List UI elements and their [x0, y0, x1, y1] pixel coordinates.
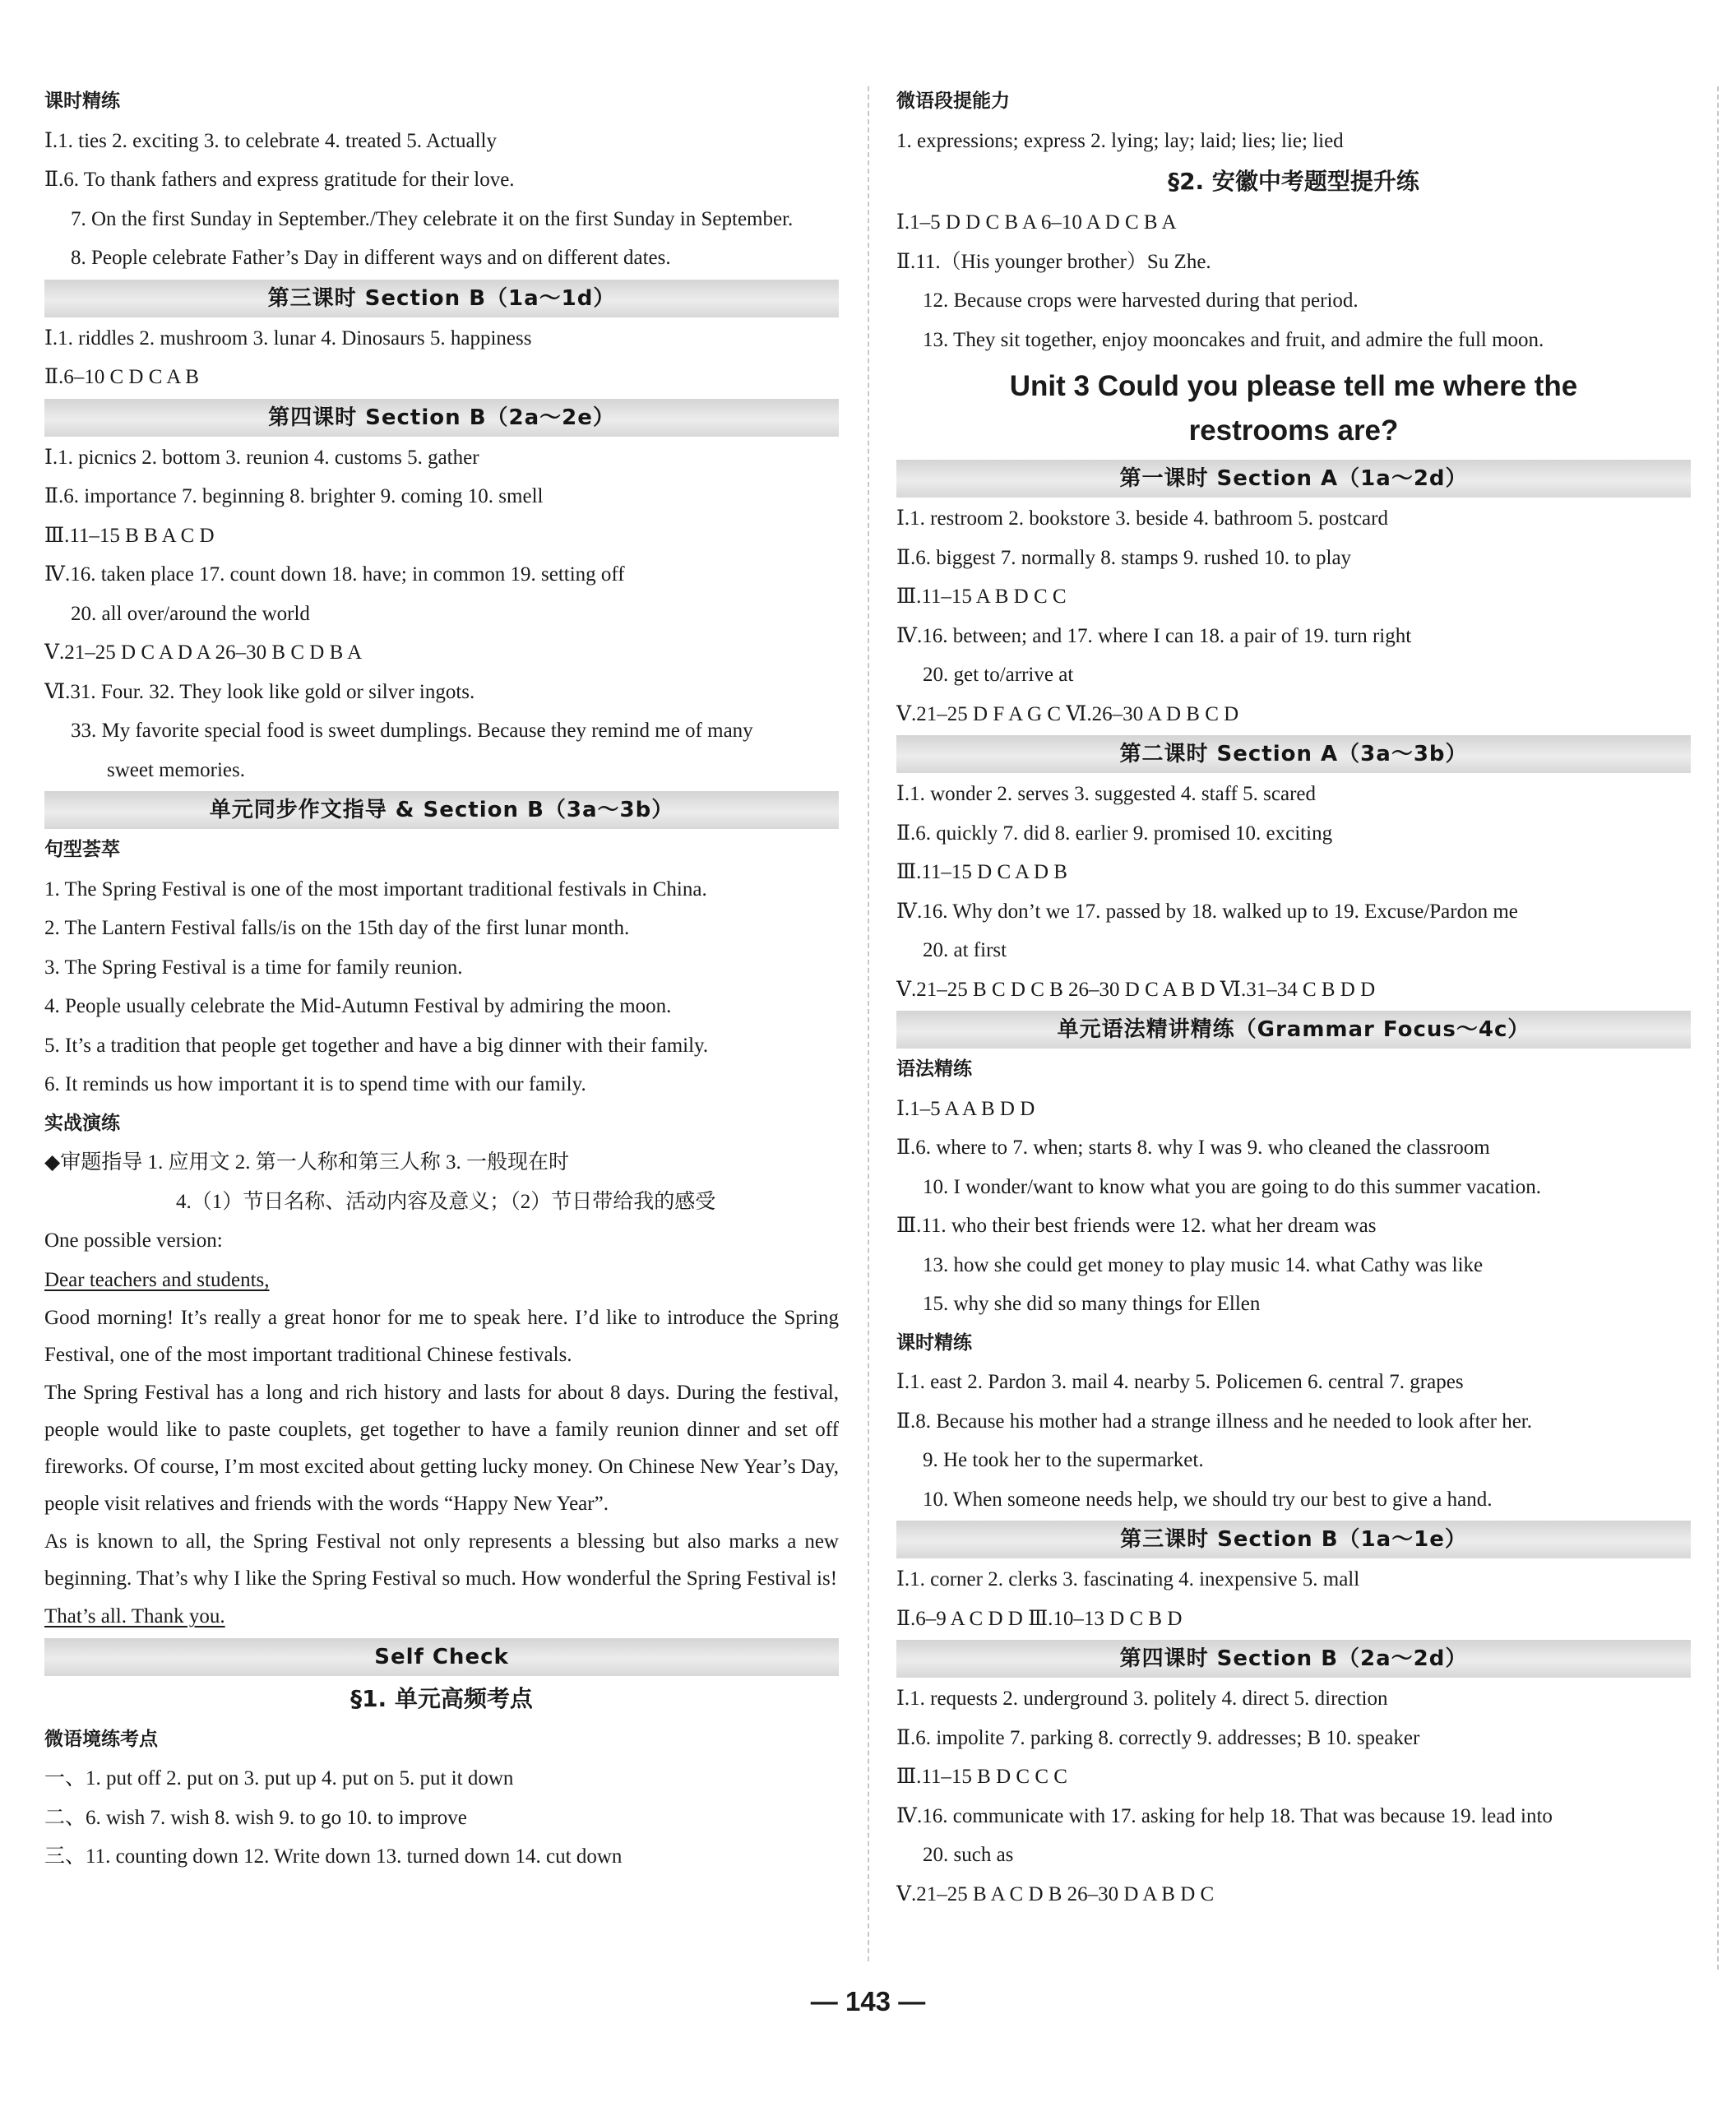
answer-line: Ⅱ.6. biggest 7. normally 8. stamps 9. rushed 10. to play [896, 546, 1352, 569]
answer-line: 二、6. wish 7. wish 8. wish 9. to go 10. to improve [44, 1806, 467, 1829]
section-banner: 第四课时 Section B（2a～2e） [44, 399, 839, 437]
answer-line: Ⅱ.6–9 A C D D Ⅲ.10–13 D C B D [896, 1607, 1183, 1630]
section-banner: 第一课时 Section A（1a～2d） [896, 460, 1691, 498]
answer-line: 33. My favorite special food is sweet dumplings. Because they remind me of many [71, 720, 753, 742]
sentence-line: 6. It reminds us how important it is to spend time with our family. [44, 1073, 586, 1095]
left-column [44, 82, 839, 1877]
essay-line: One possible version: [44, 1229, 223, 1252]
answer-line: 1. expressions; express 2. lying; lay; laid; lies; lie; lied [896, 129, 1344, 152]
essay-closing: That’s all. Thank you. [44, 1605, 225, 1628]
section-title: §1. 单元高频考点 [350, 1684, 533, 1712]
column-divider [868, 86, 869, 1961]
subheading: 课时精练 [896, 1331, 972, 1354]
answer-line: Ⅱ.6. importance 7. beginning 8. brighter 9. coming 10. smell [44, 485, 544, 507]
subheading: 实战演练 [44, 1112, 120, 1134]
answer-line: 三、11. counting down 12. Write down 13. turned down 14. cut down [44, 1845, 623, 1868]
essay-paragraph: As is known to all, the Spring Festival not only represents a blessing but also marks a new beginning. That’s why I like the Spring Festival so much. How wonderful the Spring Festival is! [44, 1530, 839, 1590]
sentence-line: 1. The Spring Festival is one of the most important traditional festivals in China. [44, 877, 707, 901]
answer-line: 7. On the first Sunday in September./They celebrate it on the first Sunday in September. [71, 207, 794, 230]
answer-line: 20. at first [923, 939, 1007, 961]
answer-line: Ⅰ.1–5 D D C B A 6–10 A D C B A [896, 211, 1177, 234]
guide-line: ◆审题指导 1. 应用文 2. 第一人称和第三人称 3. 一般现在时 [44, 1151, 569, 1174]
answer-line: Ⅱ.8. Because his mother had a strange illness and he needed to look after her. [896, 1410, 1532, 1433]
section-title: §2. 安徽中考题型提升练 [1168, 168, 1419, 195]
answer-line: Ⅲ.11–15 B B A C D [44, 524, 215, 547]
answer-line: Ⅱ.11.（His younger brother）Su Zhe. [896, 250, 1211, 273]
sentence-line: 4. People usually celebrate the Mid-Autumn Festival by admiring the moon. [44, 995, 672, 1017]
answer-line: Ⅱ.6. impolite 7. parking 8. correctly 9. addresses; B 10. speaker [896, 1726, 1420, 1749]
answer-line: Ⅱ.6. where to 7. when; starts 8. why I was 9. who cleaned the classroom [896, 1137, 1490, 1159]
answer-line: 20. all over/around the world [71, 602, 310, 625]
answer-line: Ⅰ.1. ties 2. exciting 3. to celebrate 4. treated 5. Actually [44, 129, 497, 152]
answer-line: 20. get to/arrive at [923, 664, 1074, 686]
answer-line: Ⅲ.11. who their best friends were 12. what her dream was [896, 1215, 1377, 1237]
answer-line: Ⅰ.1. east 2. Pardon 3. mail 4. nearby 5. Policemen 6. central 7. grapes [896, 1371, 1464, 1393]
sentence-line: 5. It’s a tradition that people get together and have a big dinner with their family. [44, 1034, 709, 1057]
subheading: 句型荟萃 [44, 839, 120, 860]
answer-line: 15. why she did so many things for Ellen [923, 1293, 1261, 1315]
subheading: 课时精练 [44, 90, 120, 112]
answer-line: Ⅱ.6. To thank fathers and express gratitude for their love. [44, 169, 515, 191]
essay-paragraph: Good morning! It’s really a great honor for me to speak here. I’d like to introduce the Spring Festival, one of the most important traditional Chinese festivals. [44, 1307, 839, 1367]
guide-line: 4.（1）节日名称、活动内容及意义；（2）节日带给我的感受 [176, 1190, 716, 1213]
section-banner: 第三课时 Section B（1a～1d） [44, 280, 839, 317]
answer-line: 10. I wonder/want to know what you are going to do this summer vacation. [923, 1175, 1541, 1198]
unit-title [896, 359, 1691, 458]
right-column [896, 82, 1691, 1914]
answer-line: Ⅰ.1. wonder 2. serves 3. suggested 4. staff 5. scared [896, 783, 1316, 805]
essay-greeting: Dear teachers and students, [44, 1268, 270, 1291]
answer-line: Ⅴ.21–25 B A C D B 26–30 D A B D C [896, 1882, 1215, 1905]
answer-line: Ⅱ.6–10 C D C A B [44, 366, 199, 388]
answer-line: Ⅱ.6. quickly 7. did 8. earlier 9. promised 10. exciting [896, 822, 1333, 845]
answer-line: Ⅴ.21–25 B C D C B 26–30 D C A B D Ⅵ.31–34 C B D D [896, 978, 1376, 1001]
sentence-line: 2. The Lantern Festival falls/is on the 15th day of the first lunar month. [44, 917, 630, 939]
page-number: — 143 — [810, 1986, 926, 2016]
section-banner: Self Check [44, 1638, 839, 1676]
answer-line: Ⅲ.11–15 A B D C C [896, 586, 1067, 608]
section-banner: 第二课时 Section A（3a～3b） [896, 735, 1691, 773]
section-banner: 第四课时 Section B（2a～2d） [896, 1640, 1691, 1678]
answer-line: Ⅳ.16. communicate with 17. asking for help 18. That was because 19. lead into [896, 1804, 1553, 1827]
answer-line: Ⅳ.16. between; and 17. where I can 18. a pair of 19. turn right [896, 624, 1412, 647]
unit-title-line: Unit 3 Could you please tell me where the [1009, 370, 1578, 402]
answer-line: Ⅲ.11–15 B D C C C [896, 1766, 1067, 1788]
answer-line: Ⅰ.1. picnics 2. bottom 3. reunion 4. customs 5. gather [44, 446, 479, 469]
subheading: 微语境练考点 [44, 1728, 158, 1750]
answer-line: 13. They sit together, enjoy mooncakes and fruit, and admire the full moon. [923, 328, 1544, 351]
answer-line: 8. People celebrate Father’s Day in different ways and on different dates. [71, 247, 671, 269]
answer-line: Ⅵ.31. Four. 32. They look like gold or silver ingots. [44, 680, 475, 703]
answer-line: 12. Because crops were harvested during that period. [923, 289, 1359, 312]
answer-line: Ⅳ.16. Why don’t we 17. passed by 18. walked up to 19. Excuse/Pardon me [896, 900, 1518, 923]
subheading: 微语段提能力 [896, 90, 1010, 112]
answer-line: 13. how she could get money to play music 14. what Cathy was like [923, 1253, 1484, 1276]
answer-line: Ⅰ.1. riddles 2. mushroom 3. lunar 4. Dinosaurs 5. happiness [44, 326, 532, 350]
answer-line: sweet memories. [107, 758, 246, 781]
sentence-line: 3. The Spring Festival is a time for family reunion. [44, 956, 463, 979]
answer-line: Ⅲ.11–15 D C A D B [896, 861, 1067, 883]
answer-line: 9. He took her to the supermarket. [923, 1449, 1204, 1471]
section-banner: 单元同步作文指导 & Section B（3a～3b） [44, 791, 839, 829]
answer-line: Ⅰ.1. corner 2. clerks 3. fascinating 4. inexpensive 5. mall [896, 1568, 1360, 1590]
answer-line: 10. When someone needs help, we should try our best to give a hand. [923, 1488, 1493, 1511]
answer-line: Ⅴ.21–25 D C A D A 26–30 B C D B A [44, 641, 363, 664]
answer-line: Ⅴ.21–25 D F A G C Ⅵ.26–30 A D B C D [896, 702, 1239, 725]
essay-paragraph: The Spring Festival has a long and rich history and lasts for about 8 days. During the festival, people would like to paste couplets, get together to have a family reunion dinner and set off fireworks. Of course, I’m most excited about getting lucky money. On Chinese New Year’s Day, people visit relatives and friends with the words “Happy New Year”. [44, 1381, 839, 1516]
right-margin-rule [1717, 86, 1719, 1970]
answer-line: 20. such as [923, 1844, 1014, 1866]
answer-line: Ⅰ.1. restroom 2. bookstore 3. beside 4. bathroom 5. postcard [896, 507, 1388, 530]
section-banner: 第三课时 Section B（1a～1e） [896, 1521, 1691, 1558]
subheading: 语法精练 [896, 1058, 972, 1080]
answer-line: Ⅰ.1. requests 2. underground 3. politely 4. direct 5. direction [896, 1688, 1388, 1710]
section-banner: 单元语法精讲精练（Grammar Focus～4c） [896, 1011, 1691, 1049]
answer-line: Ⅳ.16. taken place 17. count down 18. have; in common 19. setting off [44, 563, 625, 586]
answer-line: Ⅰ.1–5 A A B D D [896, 1097, 1035, 1120]
unit-title-line: restrooms are? [1188, 414, 1399, 447]
answer-line: 一、1. put off 2. put on 3. put up 4. put on 5. put it down [44, 1767, 514, 1790]
